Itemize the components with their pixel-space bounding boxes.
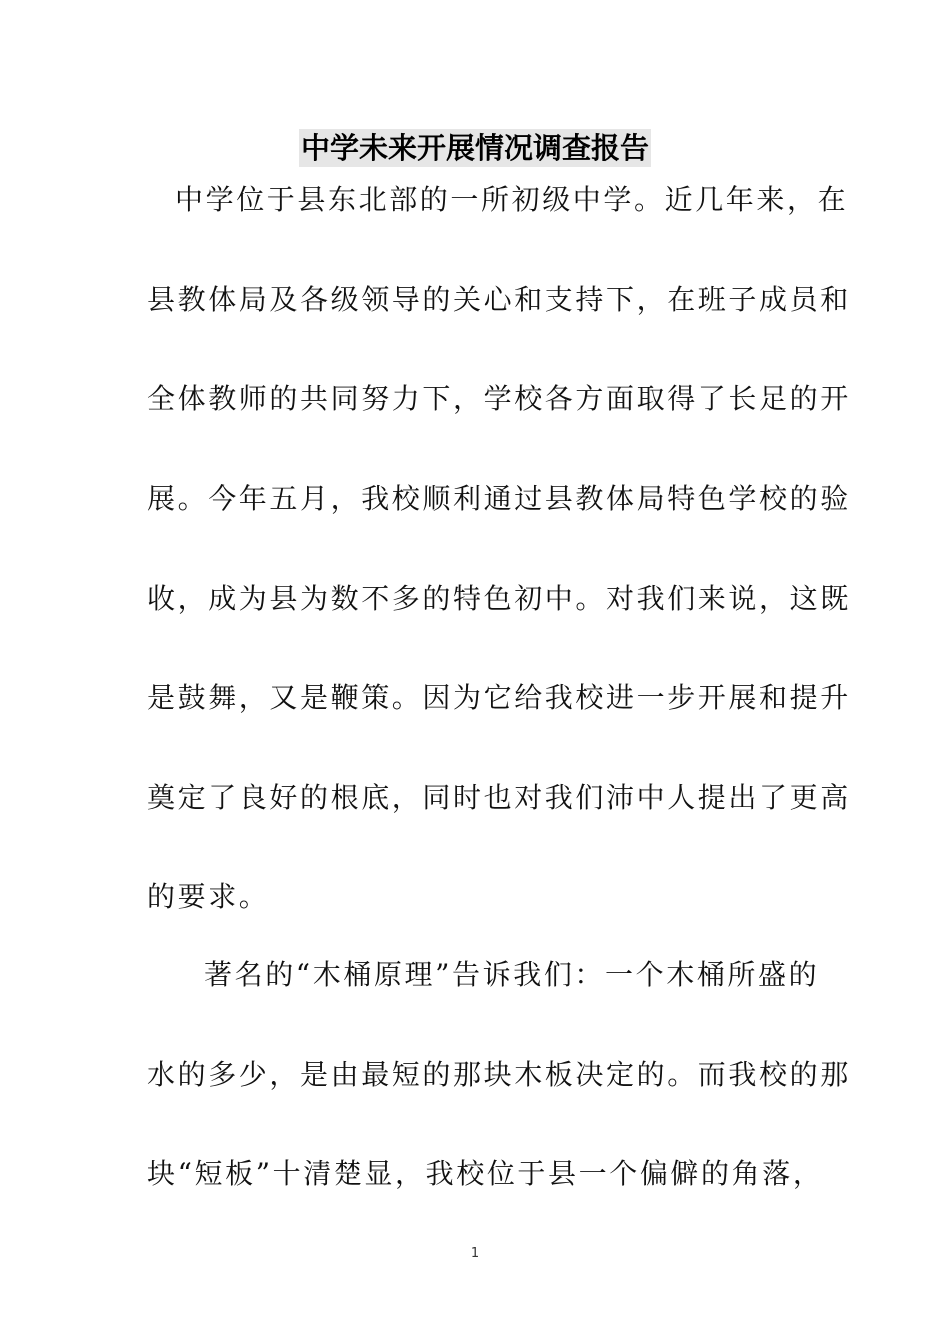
page-number: 1 — [470, 1246, 480, 1261]
body-line-2: 县教体局及各级领导的关心和支持下，在班子成员和 — [147, 283, 851, 316]
document-title: 中学未来开展情况调查报告 — [300, 131, 649, 165]
body-line-5: 收，成为县为数不多的特色初中。对我们来说，这既 — [147, 582, 851, 615]
body-line-6: 是鼓舞，又是鞭策。因为它给我校进一步开展和提升 — [147, 681, 851, 714]
body-line-8: 的要求。 — [147, 880, 270, 913]
body-line-10: 水的多少，是由最短的那块木板决定的。而我校的那 — [147, 1058, 851, 1091]
body-line-7: 奠定了良好的根底，同时也对我们沛中人提出了更高 — [147, 781, 851, 814]
body-line-1: 中学位于县东北部的一所初级中学。近几年来，在 — [175, 183, 849, 216]
title-container — [0, 129, 950, 167]
body-line-4: 展。今年五月，我校顺利通过县教体局特色学校的验 — [147, 482, 851, 515]
body-line-11: 块“短板”十清楚显，我校位于县一个偏僻的角落， — [147, 1157, 824, 1190]
body-line-9: 著名的“木桶原理”告诉我们：一个木桶所盛的 — [204, 958, 820, 991]
body-line-3: 全体教师的共同努力下，学校各方面取得了长足的开 — [147, 382, 851, 415]
